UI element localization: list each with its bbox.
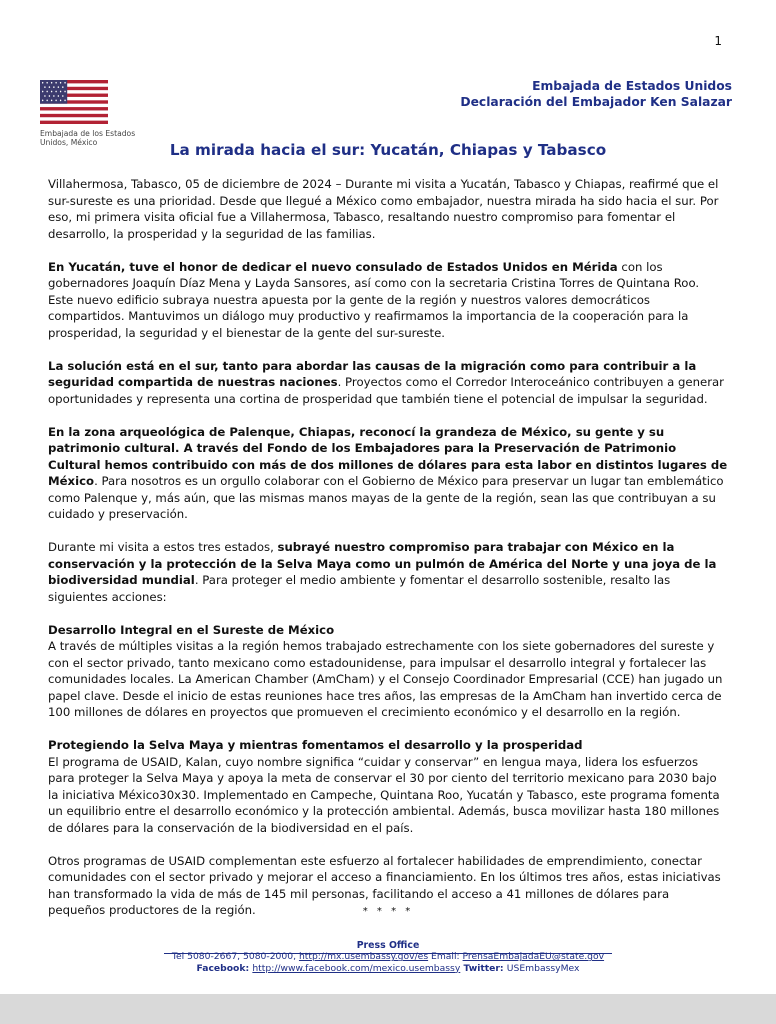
paragraph-merida (48, 259, 728, 342)
footer-email-link[interactable]: PrensaEmbajadaEU@state.gov (462, 951, 605, 963)
footer-tel: Tel 5080-2667, 5080-2000, (171, 951, 299, 963)
paragraph-intro: Villahermosa, Tabasco, 05 de diciembre de 2024 – Durante mi visita a Yucatán, Tabasco y Chiapas, reafirmé que el sur-sureste es una prioridad. Desde que llegué a México como embajador, nuestra mirada ha sido hacia el sur. Por eso, mi primera visita oficial fue a Villahermosa, Tabasco, resaltando nuestro compromiso para fomentar el desarrollo, la prosperidad y la seguridad de las familias. (48, 177, 719, 241)
page-number: 1 (714, 34, 722, 48)
section-text-protegiendo: El programa de USAID, Kalan, cuyo nombre significa “cuidar y conservar” en lengua maya, lidera los esfuerzos para proteger la Selva Maya y apoya la meta de conservar el 30 por ciento del territorio mexicano para 2030 bajo la iniciativa México30x30. Implementado en Campeche, Quintana Roo, Yucatán y Tabasco, este programa fomenta un equilibrio entre el desarrollo económico y la protección ambiental. Además, busca movilizar hasta 180 millones de dólares para la conservación de la biodiversidad en el país. (48, 754, 720, 835)
paragraph-selva-maya-bold: subrayé nuestro compromiso para trabajar con México en la conservación y la protección de la Selva Maya como un pulmón de América del Norte y una joya de la biodiversidad mundial (48, 540, 717, 587)
paragraph-palenque-bold: En la zona arqueológica de Palenque, Chiapas, reconocí la grandeza de México, su gente y su patrimonio cultural. A través del Fondo de los Embajadores para la Preservación de Patrimonio Cultural hemos contribuido con más de dos millones de dólares para esta labor en distintos lugares de México (48, 424, 728, 488)
paragraph-selva-maya-text: . Para proteger el medio ambiente y fomentar el desarrollo sostenible, resalto las siguientes acciones: (48, 573, 671, 604)
logo-caption-line2: Unidos, México (40, 138, 98, 147)
paragraph-migration (48, 358, 728, 408)
paragraph-migration-bold: La solución está en el sur, tanto para abordar las causas de la migración como para contribuir a la seguridad compartida de nuestras naciones (48, 358, 697, 389)
document-body (48, 176, 728, 935)
footer-facebook-label: Facebook: (196, 962, 253, 974)
footer-press-office: Press Office (356, 940, 420, 951)
paragraph-merida-bold: En Yucatán, tuve el honor de dedicar el nuevo consulado de Estados Unidos en Mérida (48, 259, 618, 274)
section-heading-desarrollo: Desarrollo Integral en el Sureste de México (48, 622, 335, 637)
section-heading-protegiendo: Protegiendo la Selva Maya y mientras fomentamos el desarrollo y la prosperidad (48, 738, 583, 752)
paragraph-merida-text: con los gobernadores Joaquín Díaz Mena y Layda Sansores, así como con la secretaria Cristina Torres de Quintana Roo. Este nuevo edificio subraya nuestra apuesta por la gente de la región y nuestros valores democráticos compartidos. Mantuvimos un diálogo muy productivo y reafirmamos la importancia de la cooperación para la prosperidad, la seguridad y el bienestar de la gente del sur-sureste. (48, 259, 700, 340)
paragraph-migration-text: . Proyectos como el Corredor Interoceánico contribuyen a generar oportunidades y representa una cortina de prosperidad que también tiene el potencial de impulsar la seguridad. (48, 375, 724, 406)
end-marker: * * * * (362, 906, 414, 917)
section-desarrollo-integral (48, 622, 728, 721)
paragraph-usaid-programs: Otros programas de USAID complementan este esfuerzo al fortalecer habilidades de emprendimiento, conectar comunidades con el sector privado y mejorar el acceso a financiamiento. En los últimos tres años, estas iniciativas han transformado la vida de más de 145 mil personas, facilitando el acceso a 41 millones de dólares para pequeños productores de la región. (48, 853, 721, 917)
section-text-desarrollo: A través de múltiples visitas a la región hemos trabajado estrechamente con los siete gobernadores del sureste y con el sector privado, tanto mexicano como estadounidense, para impulsar el desarrollo integral y fortalecer las comunidades locales. La American Chamber (AmCham) y el Consejo Coordinador Empresarial (CCE) han jugado un papel clave. Desde el inicio de estas reuniones hace tres años, las empresas de la AmCham han invertido cerca de 100 millones de dólares en proyectos que promueven el crecimiento económico y el desarrollo en la región. (48, 639, 723, 719)
footer-contact-line (0, 951, 776, 962)
footer-facebook-link[interactable]: http://www.facebook.com/mexico.usembassy (252, 962, 461, 974)
embassy-logo (40, 80, 136, 147)
section-protegiendo-selva (48, 737, 728, 836)
page-title: La mirada hacia el sur: Yucatán, Chiapas y Tabasco (169, 141, 607, 159)
footer-email-label: Email: (428, 951, 463, 963)
logo-caption-line1: Embajada de los Estados (40, 129, 136, 138)
paragraph-palenque-text: . Para nosotros es un orgullo colaborar con el Gobierno de México para preservar un lugar tan emblemático como Palenque y, más aún, que las mismas manos mayas de la gente de la región, sean las que contribuyan a su cuidado y preservación. (48, 474, 724, 521)
footer-twitter-handle: USEmbassyMex (506, 962, 580, 974)
paragraph-palenque (48, 424, 728, 523)
footer-website-link[interactable]: http://mx.usembassy.gov/es (298, 951, 429, 963)
document-header (460, 78, 732, 110)
footer (0, 940, 776, 974)
page-bottom-band (0, 994, 776, 1024)
paragraph-selva-maya (48, 539, 728, 605)
footer-twitter-label: Twitter: (460, 962, 507, 974)
header-embassy-name: Embajada de Estados Unidos (532, 79, 732, 93)
header-statement-title: Declaración del Embajador Ken Salazar (460, 95, 732, 109)
paragraph-selva-maya-start: Durante mi visita a estos tres estados, (48, 540, 278, 554)
us-flag-icon (40, 80, 108, 124)
footer-social-line (0, 963, 776, 974)
